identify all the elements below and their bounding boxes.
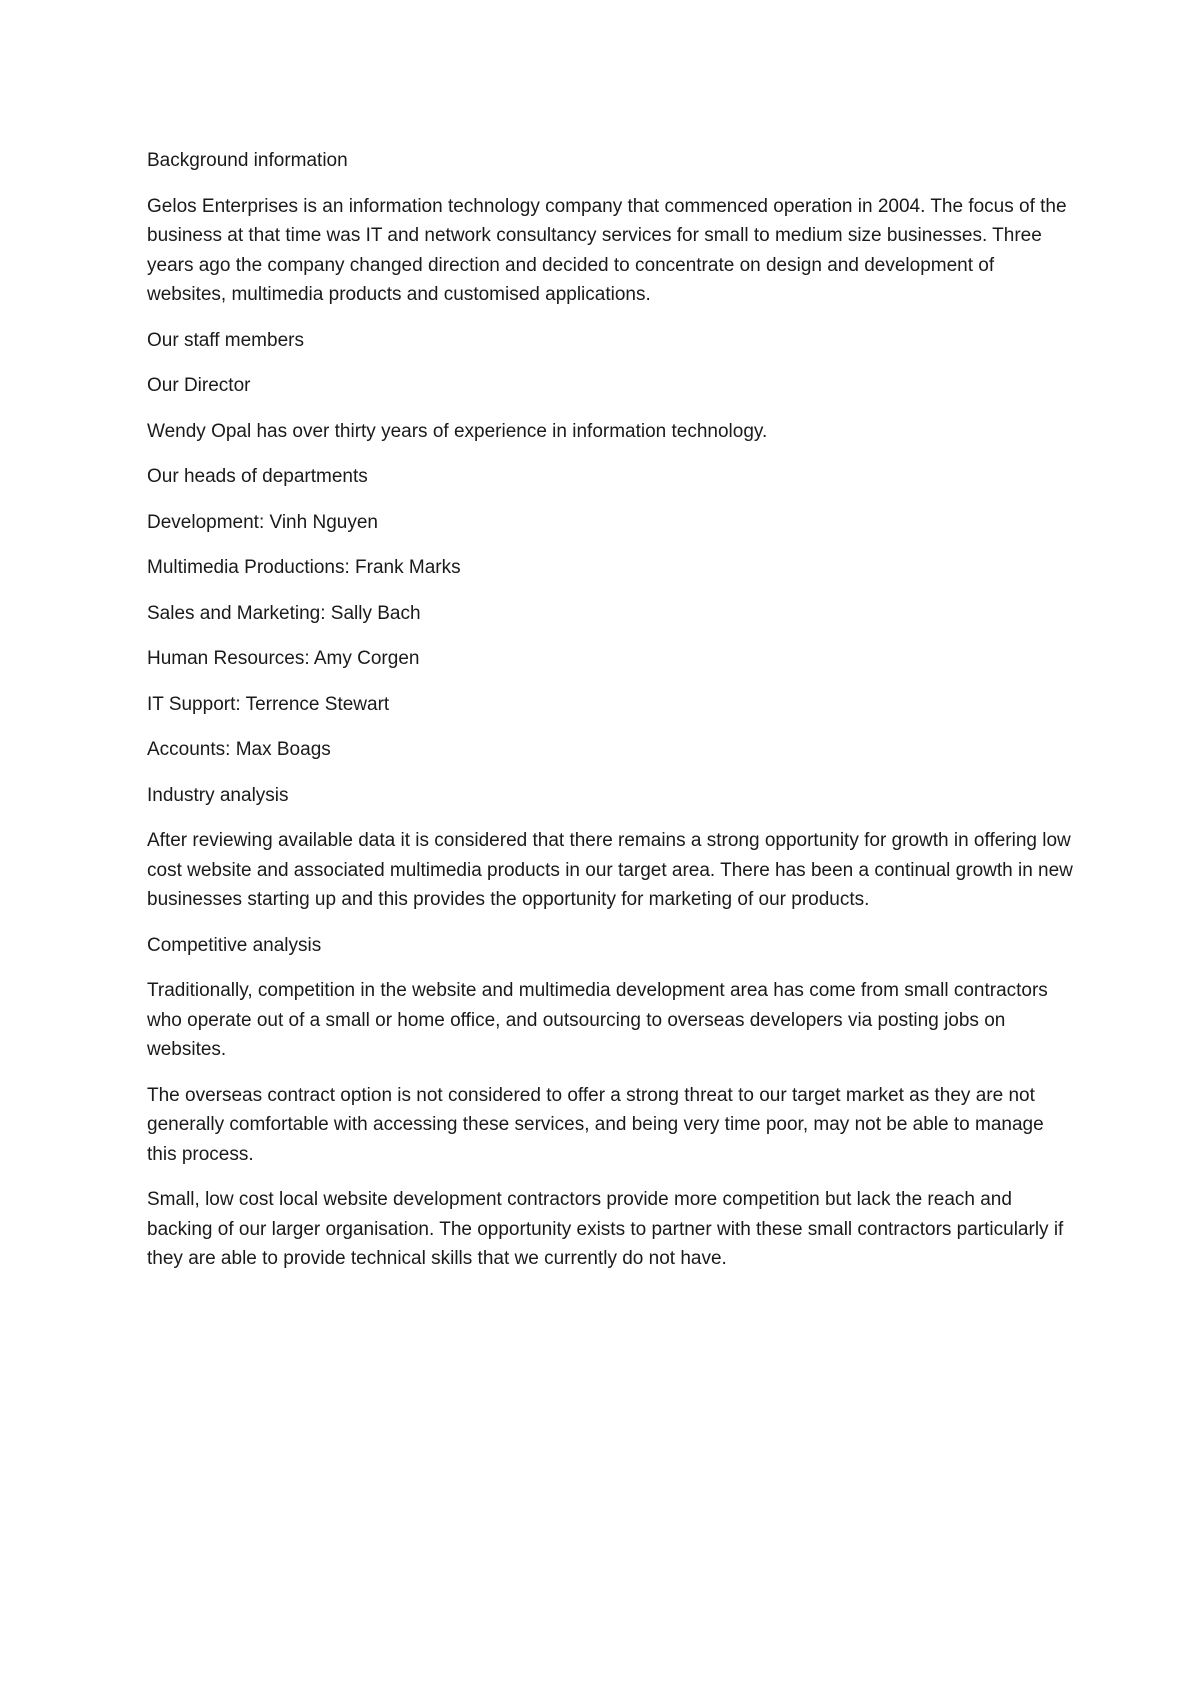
director-paragraph: Wendy Opal has over thirty years of experience in information technology. [147, 420, 768, 442]
department-accounts: Accounts: Max Boags [147, 739, 331, 760]
heads-heading: Our heads of departments [147, 466, 368, 487]
department-multimedia: Multimedia Productions: Frank Marks [147, 557, 461, 578]
director-heading: Our Director [147, 375, 251, 396]
competitive-paragraph-3: Small, low cost local website development contractors provide more competition but lack the reach and backing of our larger organisation. The opportunity exists to partner with these small contractors particularly if they are able to provide technical skills that we currently do not have. [147, 1189, 1064, 1269]
department-hr: Human Resources: Amy Corgen [147, 648, 420, 669]
background-paragraph: Gelos Enterprises is an information technology company that commenced operation in 2004. The focus of the business at that time was IT and network consultancy services for small to medium size businesses. Three years ago the company changed direction and decided to concentrate on design and development of websites, multimedia products and customised applications. [147, 195, 1067, 305]
department-development: Development: Vinh Nguyen [147, 511, 378, 533]
competitive-paragraph-2: The overseas contract option is not considered to offer a strong threat to our target market as they are not generally comfortable with accessing these services, and being very time poor, may not be able to manage this process. [147, 1084, 1044, 1165]
staff-heading: Our staff members [147, 329, 304, 351]
department-it-support: IT Support: Terrence Stewart [147, 693, 390, 715]
background-heading: Background information [147, 150, 348, 171]
industry-paragraph: After reviewing available data it is considered that there remains a strong opportunity for growth in offering low cost website and associated multimedia products in our target area. There has been a continual growth in new businesses starting up and this provides the opportunity for marketing of our products. [147, 830, 1073, 910]
document-page [147, 146, 1077, 1290]
industry-heading: Industry analysis [147, 784, 289, 806]
department-sales: Sales and Marketing: Sally Bach [147, 602, 421, 624]
competitive-paragraph-1: Traditionally, competition in the website and multimedia development area has come from small contractors who operate out of a small or home office, and outsourcing to overseas developers via posting jobs on websites. [147, 980, 1048, 1060]
competitive-heading: Competitive analysis [147, 934, 322, 956]
